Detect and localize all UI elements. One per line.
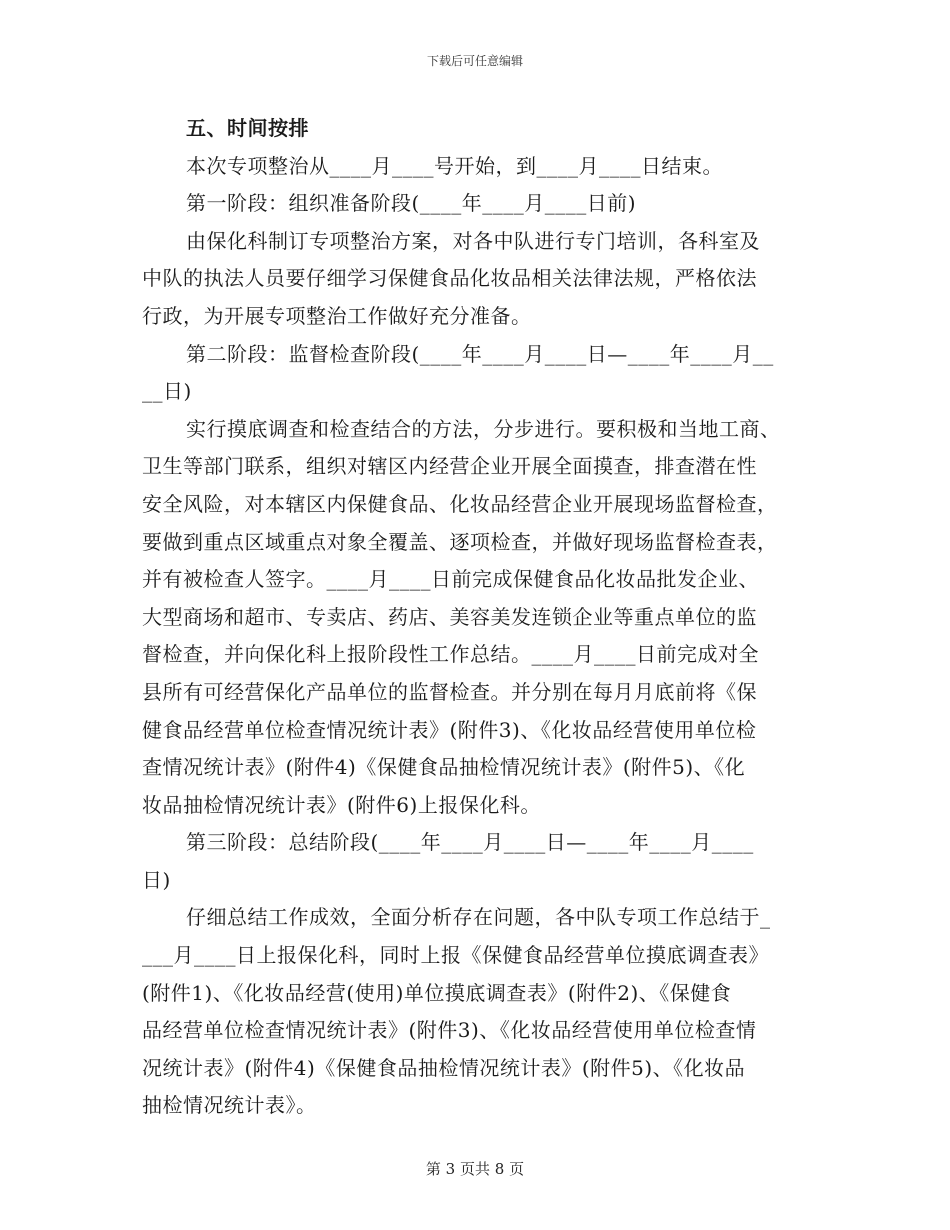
paragraph-line: 行政，为开展专项整治工作做好充分准备。 [142,303,532,328]
paragraph-line: 中队的执法人员要仔细学习保健食品化妆品相关法律法规，严格依法 [142,266,757,291]
paragraph-line: 品经营单位检查情况统计表》(附件3)、《化妆品经营使用单位检查情 [142,1018,757,1043]
paragraph-line: 安全风险，对本辖区内保健食品、化妆品经营企业开展现场监督检查， [142,491,778,516]
paragraph-line: 抽检情况统计表》。 [142,1093,317,1118]
section-heading: 五、时间按排 [186,116,309,140]
paragraph-line: 督检查，并向保化科上报阶段性工作总结。____月____日前完成对全 [142,642,759,667]
page-header: 下载后可任意编辑 [426,54,523,68]
paragraph-line: 大型商场和超市、专卖店、药店、美容美发连锁企业等重点单位的监 [142,604,757,629]
paragraph-line: 仔细总结工作成效，全面分析存在问题，各中队专项工作总结于_ [186,905,771,930]
paragraph-line: 妆品抽检情况统计表》(附件6)上报保化科。 [142,792,541,817]
paragraph-line: 县所有可经营保化产品单位的监督检查。并分别在每月月底前将《保 [142,679,757,704]
document-body [142,110,812,1125]
paragraph-line: 日) [142,867,171,892]
paragraph-line: ___月____日上报保化科，同时上报《保健食品经营单位摸底调查表》 [142,943,769,968]
paragraph-line: __日) [142,379,192,404]
paragraph-line: (附件1)、《化妆品经营(使用)单位摸底调查表》(附件2)、《保健食 [142,980,732,1005]
paragraph-line: 并有被检查人签字。____月____日前完成保健食品化妆品批发企业、 [142,567,759,592]
page-footer: 第 3 页共 8 页 [425,1160,525,1178]
paragraph-line: 查情况统计表》(附件4)《保健食品抽检情况统计表》(附件5)、《化 [142,755,746,780]
paragraph-line: 要做到重点区域重点对象全覆盖、逐项检查，并做好现场监督检查表， [142,529,778,554]
paragraph-line: 卫生等部门联系，组织对辖区内经营企业开展全面摸查，排查潜在性 [142,454,757,479]
paragraph-line: 况统计表》(附件4)《保健食品抽检情况统计表》(附件5)、《化妆品 [142,1055,746,1080]
paragraph-line: 本次专项整治从____月____号开始，到____月____日结束。 [186,153,723,178]
paragraph-line: 健食品经营单位检查情况统计表》(附件3)、《化妆品经营使用单位检 [142,717,757,742]
paragraph-line: 实行摸底调查和检查结合的方法，分步进行。要积极和当地工商、 [186,416,781,441]
phase-heading: 第三阶段：总结阶段(____年____月____日—____年____月____ [186,830,754,855]
phase-heading: 第一阶段：组织准备阶段(____年____月____日前) [186,191,637,216]
paragraph-line: 由保化科制订专项整治方案，对各中队进行专门培训，各科室及 [186,228,760,253]
phase-heading: 第二阶段：监督检查阶段(____年____月____日—____年____月__ [186,341,774,366]
